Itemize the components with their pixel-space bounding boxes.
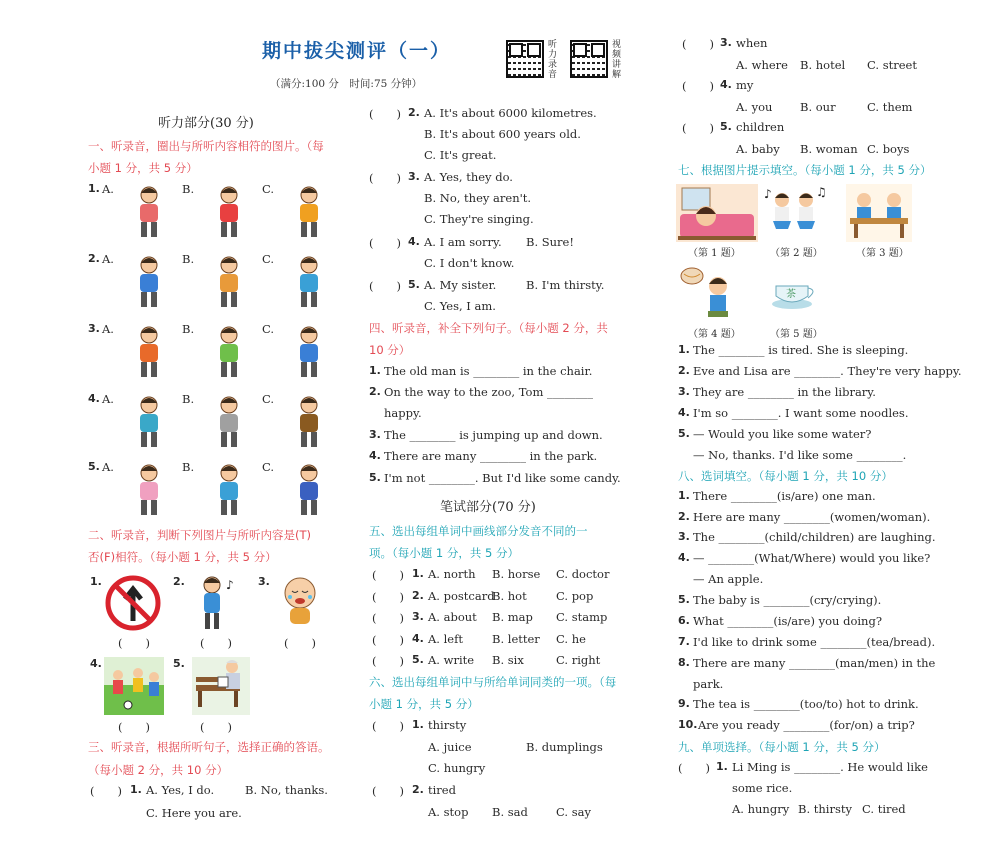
s5-row-1-option-c[interactable]: C. doctor	[556, 567, 610, 581]
box-on-desk-icon[interactable]	[204, 254, 254, 310]
s3-q3-paren[interactable]: ( )	[369, 171, 401, 185]
s1-row-4-num: 4.	[88, 392, 100, 405]
section5-title: 五、选出每组单词中画线部分发音不同的一	[369, 524, 588, 538]
s5-row-5-num: 5.	[412, 653, 424, 666]
s3-q4-paren[interactable]: ( )	[369, 236, 401, 250]
s6-q3-option-a[interactable]: A. where	[736, 58, 788, 72]
s3-q2-option-c[interactable]: C. It's great.	[424, 148, 497, 162]
s7-item-4-text[interactable]: I'm so ________. I want some noodles.	[693, 406, 909, 420]
kids-playing-football-icon	[104, 657, 164, 715]
s6-q5-num: 5.	[720, 120, 732, 133]
s9-q1-text: Li Ming is ________. He would like	[732, 760, 928, 774]
s6-q4-option-b[interactable]: B. our	[800, 100, 836, 114]
s8-item-9-text[interactable]: The tea is ________(too/to) hot to drink.	[693, 697, 919, 711]
section5-title2: 项。（每小题 1 分，共 5 分）	[369, 546, 520, 560]
s9-q1-option-a[interactable]: A. hungry	[732, 802, 790, 816]
s8-item-4-num: 4.	[678, 551, 690, 564]
s4-item-5-text[interactable]: I'm not ________. But I'd like some candy.	[384, 471, 621, 485]
s4-item-4-num: 4.	[369, 449, 381, 462]
s3-q1-option-b[interactable]: B. No, thanks.	[245, 783, 328, 797]
s4-item-5-num: 5.	[369, 471, 381, 484]
s5-row-4-option-c[interactable]: C. he	[556, 632, 586, 646]
s5-row-4-num: 4.	[412, 632, 424, 645]
s2-answer-3[interactable]: ( )	[284, 636, 316, 650]
s1-row-4-label-a: A.	[102, 392, 114, 406]
s3-q3-option-b[interactable]: B. No, they aren't.	[424, 191, 532, 205]
s8-item-8-text[interactable]: There are many ________(man/men) in the	[693, 656, 936, 670]
kids-singing-icon[interactable]	[204, 462, 254, 518]
girls-playing-icon[interactable]	[124, 462, 174, 518]
sitting-down-icon[interactable]	[124, 184, 174, 240]
svg-text:♪: ♪	[226, 578, 234, 592]
s1-row-5-label-c: C.	[262, 460, 275, 474]
s6-q3-num: 3.	[720, 36, 732, 49]
s3-q3-option-a[interactable]: A. Yes, they do.	[424, 170, 513, 184]
s6-q3-option-b[interactable]: B. hotel	[800, 58, 846, 72]
svg-text:♪: ♪	[764, 187, 772, 201]
s3-q5-paren[interactable]: ( )	[369, 279, 401, 293]
boy-standing-icon[interactable]	[284, 324, 334, 380]
s5-row-4-paren[interactable]: ( )	[372, 633, 404, 647]
s3-q5-num: 5.	[408, 278, 420, 291]
s6-q5-option-b[interactable]: B. woman	[800, 142, 858, 156]
s7-item-5-text[interactable]: — Would you like some water?	[693, 427, 872, 441]
s3-q2-option-a[interactable]: A. It's about 6000 kilometres.	[424, 106, 597, 120]
s3-q1-option-c[interactable]: C. Here you are.	[146, 806, 242, 820]
s3-q3-num: 3.	[408, 170, 420, 183]
s9-q1-option-c[interactable]: C. tired	[862, 802, 906, 816]
s7-item-1-text[interactable]: The ________ is tired. She is sleeping.	[693, 343, 909, 357]
s2-num-1: 1.	[90, 575, 102, 588]
section4-title2: 10 分）	[369, 343, 411, 357]
s8-item-2-num: 2.	[678, 510, 690, 523]
section2-title: 二、听录音，判断下列图片与所听内容是(T)	[88, 528, 311, 542]
section8-title: 八、选词填空。（每小题 1 分，共 10 分）	[678, 469, 893, 483]
s4-item-2-num: 2.	[369, 385, 381, 398]
s1-row-4-label-b: B.	[182, 392, 195, 406]
s4-item-3-num: 3.	[369, 428, 381, 441]
score-time-info: （满分:100 分 时间:75 分钟）	[270, 78, 423, 90]
s8-item-4-text-cont: — An apple.	[693, 572, 764, 586]
s6-q3-paren[interactable]: ( )	[682, 37, 714, 51]
old-man-reading-icon	[192, 657, 250, 715]
s6-q1-word: thirsty	[428, 718, 467, 732]
s8-item-10-text[interactable]: Are you ready ________(for/on) a trip?	[698, 718, 915, 732]
s1-row-2-num: 2.	[88, 252, 100, 265]
boy-climbing-icon[interactable]	[284, 254, 334, 310]
teddy-bear-icon[interactable]	[284, 394, 334, 450]
section9-title: 九、单项选择。（每小题 1 分，共 5 分）	[678, 740, 886, 754]
s8-item-3-text[interactable]: The ________(child/children) are laughing.	[693, 530, 936, 544]
s3-q1-paren[interactable]: ( )	[90, 784, 122, 798]
s5-row-1-option-a[interactable]: A. north	[428, 567, 476, 581]
s5-row-4-option-a[interactable]: A. left	[428, 632, 463, 646]
s8-item-3-num: 3.	[678, 530, 690, 543]
s9-q1-text-cont: some rice.	[732, 781, 793, 795]
s1-row-5-label-a: A.	[102, 460, 114, 474]
svg-text:♫: ♫	[816, 185, 827, 199]
s9-q1-num: 1.	[716, 760, 728, 773]
baby-crying-icon	[278, 575, 322, 627]
section6-title: 六、选出每组单词中与所给单词同类的一项。（每	[369, 675, 617, 689]
s1-row-2-label-a: A.	[102, 252, 114, 266]
s6-q2-option-a[interactable]: A. stop	[428, 805, 469, 819]
s9-q1-option-b[interactable]: B. thirsty	[798, 802, 852, 816]
tea-character: 茶	[786, 289, 796, 300]
s8-item-9-num: 9.	[678, 697, 690, 710]
s3-q4-option-c[interactable]: C. I don't know.	[424, 256, 515, 270]
s6-q4-option-c[interactable]: C. them	[867, 100, 913, 114]
s3-q1-num: 1.	[130, 783, 142, 796]
s1-row-1-num: 1.	[88, 182, 100, 195]
s7-item-3-num: 3.	[678, 385, 690, 398]
s5-row-3-paren[interactable]: ( )	[372, 611, 404, 625]
s5-row-2-num: 2.	[412, 589, 424, 602]
s8-item-8-text-cont: park.	[693, 677, 724, 691]
s8-item-7-num: 7.	[678, 635, 690, 648]
s5-row-4-option-b[interactable]: B. letter	[492, 632, 540, 646]
section1-title: 一、听录音，圈出与所听内容相符的图片。（每	[88, 139, 324, 153]
s6-q2-option-b[interactable]: B. sad	[492, 805, 528, 819]
qr-video-label: 视频讲解	[612, 40, 622, 80]
s4-item-1-text[interactable]: The old man is ________ in the chair.	[384, 364, 593, 378]
boy-with-monkeys-icon[interactable]	[124, 324, 174, 380]
no-entry-sign-icon	[105, 575, 161, 631]
s8-item-8-num: 8.	[678, 656, 690, 669]
s8-item-6-num: 6.	[678, 614, 690, 627]
flying-kite-icon[interactable]	[204, 324, 254, 380]
s2-num-5: 5.	[173, 657, 185, 670]
s6-q4-option-a[interactable]: A. you	[736, 100, 773, 114]
s7-item-5-text-cont[interactable]: — No, thanks. I'd like some ________.	[693, 448, 907, 462]
s7-item-5-num: 5.	[678, 427, 690, 440]
s7-caption-5: （第 5 题）	[770, 329, 823, 340]
s1-row-3-label-c: C.	[262, 322, 275, 336]
s6-q5-word: children	[736, 120, 785, 134]
s4-item-4-text[interactable]: There are many ________ in the park.	[384, 449, 598, 463]
s6-q2-word: tired	[428, 783, 456, 797]
cat-icon[interactable]	[204, 394, 254, 450]
section4-title: 四、听录音，补全下列句子。（每小题 2 分，共	[369, 321, 608, 335]
s5-row-5-option-a[interactable]: A. write	[428, 653, 475, 667]
s6-q3-option-c[interactable]: C. street	[867, 58, 917, 72]
two-girls-dancing-picture	[762, 184, 828, 242]
s1-row-3-num: 3.	[88, 322, 100, 335]
listening-heading: 听力部分(30 分)	[158, 116, 254, 131]
s9-q1-paren[interactable]: ( )	[678, 761, 710, 775]
s8-item-4-text[interactable]: — ________(What/Where) would you like?	[693, 551, 931, 565]
s3-q1-option-a[interactable]: A. Yes, I do.	[146, 783, 215, 797]
s5-row-5-option-b[interactable]: B. six	[492, 653, 524, 667]
s7-caption-1: （第 1 题）	[688, 248, 741, 259]
s4-item-3-text[interactable]: The ________ is jumping up and down.	[384, 428, 603, 442]
s8-item-6-text[interactable]: What ________(is/are) you doing?	[693, 614, 882, 628]
s5-row-2-paren[interactable]: ( )	[372, 590, 404, 604]
running-icon[interactable]	[284, 184, 334, 240]
s3-q2-paren[interactable]: ( )	[369, 107, 401, 121]
s1-row-4-label-c: C.	[262, 392, 275, 406]
s4-item-1-num: 1.	[369, 364, 381, 377]
s5-row-3-option-c[interactable]: C. stamp	[556, 610, 608, 624]
s6-q3-word: when	[736, 36, 768, 50]
s2-answer-2[interactable]: ( )	[200, 636, 232, 650]
s6-q2-option-c[interactable]: C. say	[556, 805, 591, 819]
s4-item-2-text[interactable]: On the way to the zoo, Tom ________	[384, 385, 593, 399]
s5-row-2-option-a[interactable]: A. postcard	[428, 589, 495, 603]
s5-row-3-option-b[interactable]: B. map	[492, 610, 533, 624]
section1-title2: 小题 1 分，共 5 分）	[88, 161, 198, 175]
s7-item-3-text[interactable]: They are ________ in the library.	[693, 385, 876, 399]
s8-item-7-text[interactable]: I'd like to drink some ________(tea/bread).	[693, 635, 936, 649]
section6-title2: 小题 1 分，共 5 分）	[369, 697, 479, 711]
s4-item-2-text-cont: happy.	[384, 406, 422, 420]
s8-item-10-num: 10.	[678, 718, 698, 731]
s7-item-4-num: 4.	[678, 406, 690, 419]
s3-q3-option-c[interactable]: C. They're singing.	[424, 212, 534, 226]
s5-row-3-num: 3.	[412, 610, 424, 623]
s7-item-2-text[interactable]: Eve and Lisa are ________. They're very happy.	[693, 364, 962, 378]
s1-row-3-label-a: A.	[102, 322, 114, 336]
s2-num-2: 2.	[173, 575, 185, 588]
s3-q4-option-b[interactable]: B. Sure!	[526, 235, 574, 249]
s6-q2-num: 2.	[412, 783, 424, 796]
s6-q4-num: 4.	[720, 78, 732, 91]
s7-item-2-num: 2.	[678, 364, 690, 377]
s2-answer-4[interactable]: ( )	[118, 720, 150, 734]
s1-row-1-label-c: C.	[262, 182, 275, 196]
hat-icon[interactable]	[124, 394, 174, 450]
s6-q4-word: my	[736, 78, 754, 92]
s5-row-3-option-a[interactable]: A. about	[428, 610, 477, 624]
s1-row-3-label-b: B.	[182, 322, 195, 336]
s3-q4-option-a[interactable]: A. I am sorry.	[424, 235, 502, 249]
s3-q4-num: 4.	[408, 235, 420, 248]
s2-num-3: 3.	[258, 575, 270, 588]
section3-title: 三、听录音，根据所听句子，选择正确的答语。	[88, 740, 330, 754]
s2-num-4: 4.	[90, 657, 102, 670]
s6-q2-paren[interactable]: ( )	[372, 784, 404, 798]
s6-q5-option-c[interactable]: C. boys	[867, 142, 910, 156]
page-title: 期中拔尖测评（一）	[262, 40, 452, 62]
reading-book-icon[interactable]	[124, 254, 174, 310]
s8-item-1-text[interactable]: There ________(is/are) one man.	[693, 489, 876, 503]
s5-row-2-option-b[interactable]: B. hot	[492, 589, 527, 603]
s1-row-2-label-b: B.	[182, 252, 195, 266]
s5-row-5-option-c[interactable]: C. right	[556, 653, 601, 667]
s6-q5-paren[interactable]: ( )	[682, 121, 714, 135]
s2-answer-1[interactable]: ( )	[118, 636, 150, 650]
qr-code-video[interactable]	[570, 40, 608, 78]
qr-audio-label: 听力录音	[548, 40, 558, 80]
girl-singing-icon	[190, 575, 240, 633]
students-reading-picture	[846, 184, 912, 242]
qr-code-audio[interactable]	[506, 40, 544, 78]
s8-item-5-text[interactable]: The baby is ________(cry/crying).	[693, 593, 882, 607]
s1-row-1-label-b: B.	[182, 182, 195, 196]
s6-q1-num: 1.	[412, 718, 424, 731]
s3-q2-option-b[interactable]: B. It's about 600 years old.	[424, 127, 581, 141]
s5-row-1-option-b[interactable]: B. horse	[492, 567, 541, 581]
s5-row-1-paren[interactable]: ( )	[372, 568, 404, 582]
hungry-boy-noodles-picture	[678, 264, 744, 320]
s7-caption-3: （第 3 题）	[856, 248, 909, 259]
s5-row-2-option-c[interactable]: C. pop	[556, 589, 594, 603]
s1-row-5-num: 5.	[88, 460, 100, 473]
s8-item-1-num: 1.	[678, 489, 690, 502]
s6-q1-option-b[interactable]: B. dumplings	[526, 740, 603, 754]
writing-heading: 笔试部分(70 分)	[440, 500, 536, 515]
s7-caption-2: （第 2 题）	[770, 248, 823, 259]
s3-q5-option-c[interactable]: C. Yes, I am.	[424, 299, 496, 313]
s3-q5-option-b[interactable]: B. I'm thirsty.	[526, 278, 605, 292]
s8-item-2-text[interactable]: Here are many ________(women/woman).	[693, 510, 931, 524]
s1-row-2-label-c: C.	[262, 252, 275, 266]
s6-q1-option-a[interactable]: A. juice	[428, 740, 472, 754]
section7-title: 七、根据图片提示填空。（每小题 1 分，共 5 分）	[678, 163, 932, 177]
s6-q1-paren[interactable]: ( )	[372, 719, 404, 733]
girl-sleeping-picture	[676, 184, 758, 242]
s7-item-1-num: 1.	[678, 343, 690, 356]
s6-q1-option-c[interactable]: C. hungry	[428, 761, 486, 775]
s5-row-5-paren[interactable]: ( )	[372, 654, 404, 668]
s8-item-5-num: 5.	[678, 593, 690, 606]
s6-q5-option-a[interactable]: A. baby	[736, 142, 780, 156]
s3-q5-option-a[interactable]: A. My sister.	[424, 278, 497, 292]
s7-caption-4: （第 4 题）	[688, 329, 741, 340]
s1-row-5-label-b: B.	[182, 460, 195, 474]
section3-title2: （每小题 2 分，共 10 分）	[88, 763, 229, 777]
s3-q2-num: 2.	[408, 106, 420, 119]
standing-up-icon[interactable]	[204, 184, 254, 240]
s5-row-1-num: 1.	[412, 567, 424, 580]
s1-row-1-label-a: A.	[102, 182, 114, 196]
s2-answer-5[interactable]: ( )	[200, 720, 232, 734]
kids-dancing-icon[interactable]	[284, 462, 334, 518]
s6-q4-paren[interactable]: ( )	[682, 79, 714, 93]
section2-title2: 否(F)相符。（每小题 1 分，共 5 分）	[88, 550, 277, 564]
